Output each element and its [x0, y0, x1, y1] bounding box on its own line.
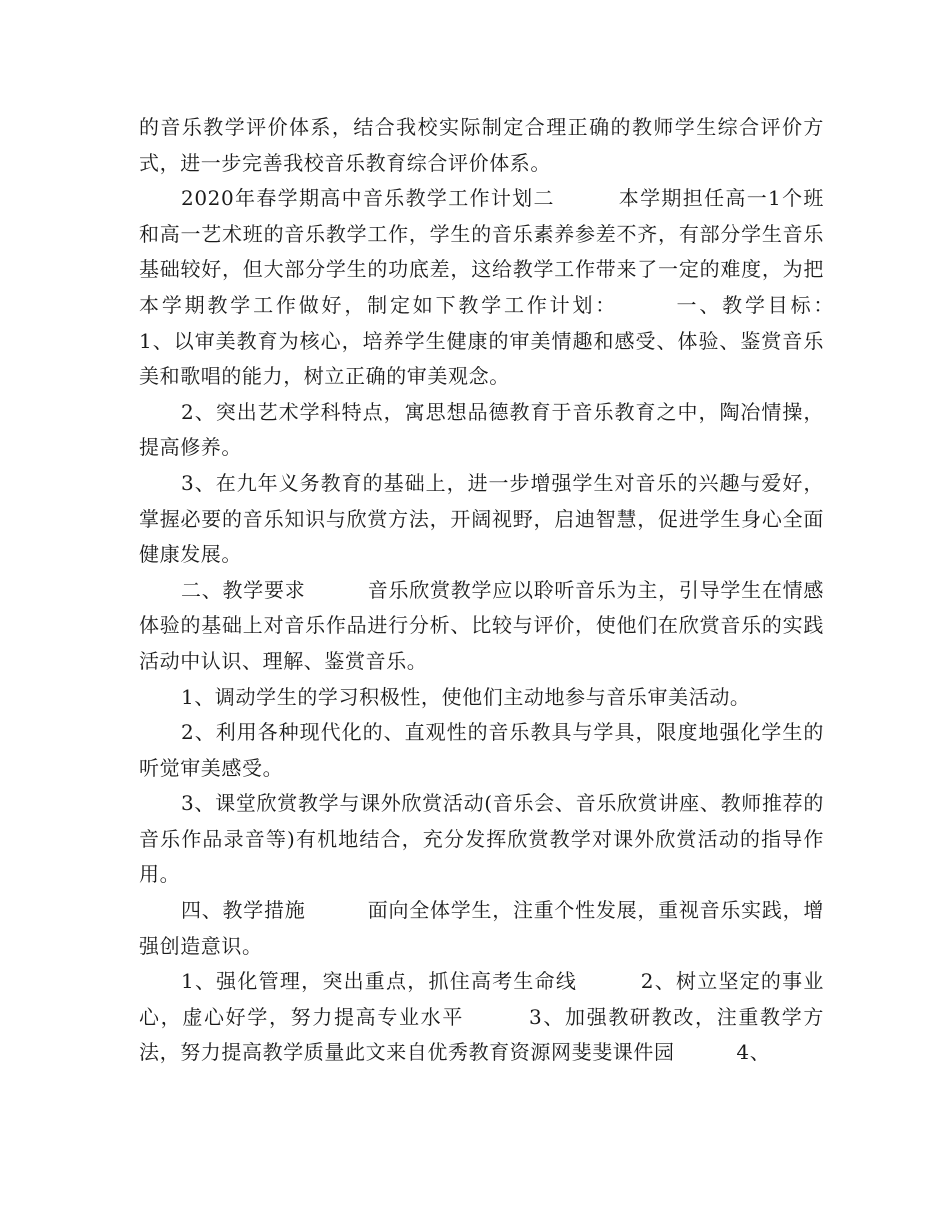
paragraph-9: 四、教学措施 面向全体学生，注重个性发展，重视音乐实践，增强创造意识。: [139, 898, 824, 958]
paragraph-10: 1、强化管理，突出重点，抓住高考生命线 2、树立坚定的事业心，虚心好学，努力提高专业水平 3、加强教研教改，注重教学方法，努力提高教学质量此文来自优秀教育资源网斐斐课件园 4、: [139, 969, 824, 1065]
paragraph-2: 2020年春学期高中音乐教学工作计划二 本学期担任高一1个班和高一艺术班的音乐教学工作，学生的音乐素养参差不齐，有部分学生音乐基础较好，但大部分学生的功底差，这给教学工作带来了一定的难度，为把本学期教学工作做好，制定如下教学工作计划： 一、教学目标： 1、以审美教育为核心，培养学生健康的审美情趣和感受、体验、鉴赏音乐美和歌唱的能力，树立正确的审美观念。: [139, 186, 886, 389]
paragraph-8: 3、课堂欣赏教学与课外欣赏活动(音乐会、音乐欣赏讲座、教师推荐的音乐作品录音等)有机地结合，充分发挥欣赏教学对课外欣赏活动的指导作用。: [139, 791, 824, 887]
paragraph-3: 2、突出艺术学科特点，寓思想品德教育于音乐教育之中，陶冶情操，提高修养。: [139, 399, 824, 460]
paragraph-1: 的音乐教学评价体系，结合我校实际制定合理正确的教师学生综合评价方式，进一步完善我校音乐教育综合评价体系。: [139, 115, 824, 175]
document-body: [139, 110, 886, 1071]
paragraph-6: 1、调动学生的学习积极性，使他们主动地参与音乐审美活动。: [181, 684, 751, 709]
paragraph-4: 3、在九年义务教育的基础上，进一步增强学生对音乐的兴趣与爱好，掌握必要的音乐知识与欣赏方法，开阔视野，启迪智慧，促进学生身心全面健康发展。: [139, 470, 824, 567]
paragraph-7: 2、利用各种现代化的、直观性的音乐教具与学具，限度地强化学生的听觉审美感受。: [139, 720, 824, 780]
paragraph-5: 二、教学要求 音乐欣赏教学应以聆听音乐为主，引导学生在情感体验的基础上对音乐作品进行分析、比较与评价，使他们在欣赏音乐的实践活动中认识、理解、鉴赏音乐。: [139, 577, 824, 673]
